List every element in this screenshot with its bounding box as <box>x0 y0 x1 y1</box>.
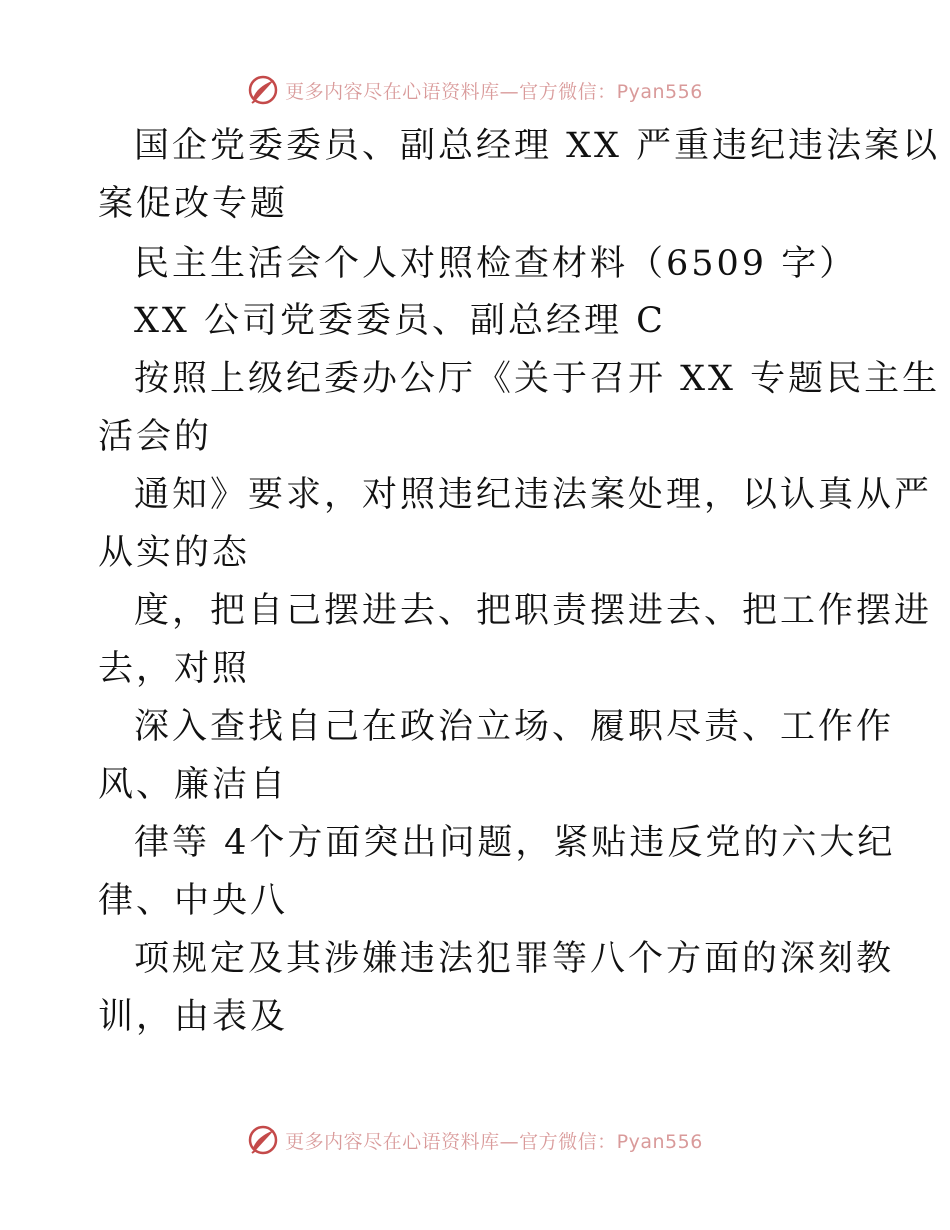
text-line: 深入查找自己在政治立场、履职尽责、工作作 <box>134 707 895 747</box>
header-watermark <box>0 70 950 110</box>
text-line: 从实的态 <box>98 533 251 573</box>
text-line: 去，对照 <box>98 649 251 689</box>
text-line: 活会的 <box>98 417 213 457</box>
text-line: 度，把自己摆进去、把职责摆进去、把工作摆进 <box>134 591 933 631</box>
pen-logo-icon <box>247 1124 279 1156</box>
text-line: 通知》要求，对照违纪违法案处理，以认真从严 <box>134 475 933 515</box>
text-line: 民主生活会个人对照检查材料（6509 字） <box>134 244 858 284</box>
text-line: 风、廉洁自 <box>98 765 289 805</box>
text-line: 国企党委委员、副总经理 XX 严重违纪违法案以 <box>134 126 941 166</box>
text-line: 训，由表及 <box>98 997 289 1037</box>
watermark-text: 更多内容尽在心语资料库—官方微信：Pyan556 <box>285 1130 703 1153</box>
watermark-text: 更多内容尽在心语资料库—官方微信：Pyan556 <box>285 80 703 103</box>
text-line: 按照上级纪委办公厅《关于召开 XX 专题民主生 <box>134 359 941 399</box>
text-line: 律、中央八 <box>98 881 289 921</box>
text-line: XX 公司党委委员、副总经理 C <box>134 301 666 341</box>
text-line: 律等 4个方面突出问题，紧贴违反党的六大纪 <box>134 823 896 863</box>
footer-watermark <box>0 1120 950 1160</box>
text-line: 项规定及其涉嫌违法犯罪等八个方面的深刻教 <box>134 939 895 979</box>
text-line: 案促改专题 <box>98 184 289 224</box>
pen-logo-icon <box>247 74 279 106</box>
